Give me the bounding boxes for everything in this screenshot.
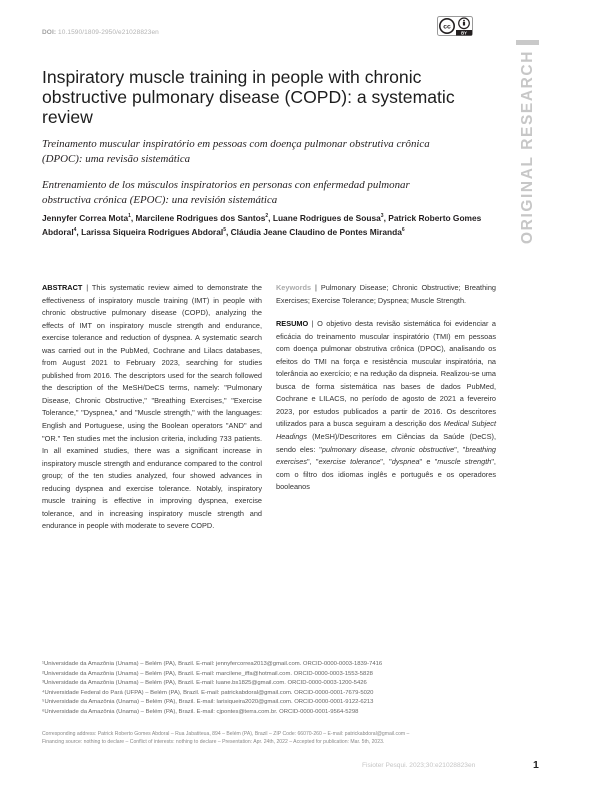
journal-citation: Fisioter Pesqui. 2023;30:e21028823en bbox=[362, 762, 476, 769]
resumo-text-6: " e " bbox=[419, 457, 438, 467]
by-text: BY bbox=[461, 30, 467, 36]
funding-line: Financing source: nothing to declare – Conflict of interests: nothing to declare – Presentation: Apr. 24th, 2022 – Accepted for publication: Mar. 5th, 2023. bbox=[42, 739, 385, 745]
abstract-column bbox=[42, 282, 262, 533]
author-name: Patrick Roberto Gomes Abdoral bbox=[42, 212, 482, 238]
correspondence-info bbox=[42, 730, 512, 746]
right-column bbox=[276, 282, 496, 494]
cc-text: cc bbox=[443, 23, 451, 31]
resumo-italic-2: pulmonary disease, chronic obstructive bbox=[321, 444, 455, 454]
footnote: ⁶Universidade da Amazônia (Unama) – Belém (PA), Brazil. E-mail: cjpontes@terra.com.br. ORCID-0000-0001-9564-5298 bbox=[42, 708, 359, 715]
author-affiliation-marker: 1 bbox=[128, 213, 131, 219]
resumo-italic-4: exercise tolerance bbox=[318, 457, 381, 467]
footnote: ²Universidade da Amazônia (Unama) – Belém (PA), Brazil. E-mail: marcilene_iffa@hotmail.com. ORCID-0000-0003-1553-5828 bbox=[42, 670, 373, 677]
resumo-italic-1: Medical Subject Headings bbox=[276, 419, 497, 442]
cc-by-icon[interactable] bbox=[437, 16, 473, 36]
author-affiliation-marker: 4 bbox=[73, 227, 77, 234]
article-title: Inspiratory muscle training in people with chronic obstructive pulmonary disease (COPD): a systematic review bbox=[42, 67, 455, 127]
keywords-divider: | bbox=[311, 283, 321, 292]
resumo-italic-6: muscle strength bbox=[437, 457, 492, 467]
footnote: ⁵Universidade da Amazônia (Unama) – Belém (PA), Brazil. E-mail: larisiqueira2020@gmail.com. ORCID-0000-0001-9122-6213 bbox=[42, 699, 374, 705]
footnote: ¹Universidade da Amazônia (Unama) – Belém (PA), Brazil. E-mail: jennyfercorrea2013@gmail.com. ORCID-0000-0003-1839-7416 bbox=[42, 661, 383, 667]
resumo-text-2: (MeSH)/Descritores em Ciências da Saúde (DeCS), sendo eles: " bbox=[276, 432, 496, 454]
affiliation-footnotes bbox=[42, 660, 512, 717]
doi-prefix: DOI: bbox=[42, 29, 57, 36]
article-title-portuguese: Treinamento muscular inspiratório em pessoas com doença pulmonar obstrutiva crônica (DPOC): uma revisão sistemática bbox=[42, 138, 430, 165]
section-label-rule bbox=[516, 40, 539, 45]
abstract-label: ABSTRACT bbox=[42, 283, 83, 292]
author-name: Marcilene Rodrigues dos Santos bbox=[135, 212, 266, 223]
author-affiliation-marker: 6 bbox=[401, 227, 405, 234]
resumo-text-4: ", " bbox=[307, 457, 319, 467]
author-affiliation-marker: 3 bbox=[380, 213, 384, 219]
author-name: Larissa Siqueira Rodrigues Abdoral bbox=[81, 227, 224, 238]
resumo-text-3: ", " bbox=[454, 444, 466, 454]
abstract-text: This systematic review aimed to demonstrate the effectiveness of inspiratory muscle training (IMT) in people with chronic obstructive pulmonary disease (COPD), analyzing the effects of IMT on inspiratory muscle strength and endurance, exercise tolerance and reduction of dyspnea. A systematic search was carried out in the PubMed, Cochrane and Lilacs databases, from August 2021 to February 2023, searching for studies published from 2016. The descriptors used for the search followed the description of the MeSH/DeCS terms, namely: "Pulmonary Disease, Chronic Obstructive," "Breathing Exercises," "Exercise Tolerance," "Dyspnea," and "Muscle strength," with the languages: English and Portuguese, using the Boolean operators "AND" and "OR." Ten studies met the inclusion criteria, including 733 patients. In all examined studies, there was a significant increase in inspiratory muscle strength and endurance compared to the control group; of the ten studies analyzed, four showed advances in reducing dyspnea and exercise tolerance. Notably, inspiratory muscle training is effective in improving dyspnea, exercise tolerance, and in increasing inspiratory muscle strength and endurance in people with moderate to severe COPD. bbox=[42, 283, 262, 531]
resumo-text-1: O objetivo desta revisão sistemática foi evidenciar a eficácia do treinamento muscular inspiratório (TMI) em pessoas com doença pulmonar obstrutiva crônica (DPOC), analisando os efeitos do TMI na força e resistência muscular inspiratória, na tolerância ao exercício; e na redução da dispneia. Realizou-se uma busca de forma sistemática nas bases de dados PubMed, Cochrane e LILACS, no período de agosto de 2021 a fevereiro 2023, por estudos publicados a partir de 2016. Os descritores utilizados para a busca seguiram a descrição dos bbox=[276, 319, 496, 429]
resumo-label: RESUMO bbox=[276, 319, 309, 329]
author-name: Cláudia Jeane Claudino de Pontes Miranda bbox=[230, 227, 402, 238]
resumo-italic-3: breathing exercises bbox=[276, 444, 497, 467]
doi-line bbox=[42, 29, 159, 36]
keywords bbox=[276, 282, 496, 307]
doi-value: 10.1590/1809-2950/e21028823en bbox=[56, 29, 159, 36]
resumo bbox=[276, 318, 496, 494]
resumo-divider: | bbox=[308, 319, 318, 329]
article-title-spanish: Entrenamiento de los músculos inspiratorios en personas con enfermedad pulmonar obstructiva crónica (EPOC): una revisión sistemática bbox=[42, 179, 410, 206]
author-affiliation-marker: 5 bbox=[223, 227, 226, 234]
author-name: Jennyfer Correa Mota bbox=[42, 212, 129, 223]
section-label-text: ORIGINAL RESEARCH bbox=[518, 50, 536, 244]
resumo-text-7: ", com o filtro dos idiomas inglês e português e os operadores booleanos bbox=[276, 457, 496, 492]
keywords-text: Pulmonary Disease; Chronic Obstructive; Breathing Exercises; Exercise Tolerance; Dyspnea; Muscle Strength. bbox=[276, 283, 496, 305]
page-number: 1 bbox=[533, 759, 539, 771]
section-label bbox=[516, 50, 539, 244]
author-list: Jennyfer Correa Mota$^1$, Marcilene Rodrigues dos Santos$^2$, Luane Rodrigues de Sousa$^3$, Patrick Roberto Gomes Abdoral$^4$, Larissa Siqueira Rodrigues Abdoral$^5$, Cláudia Jeane Claudino de Pontes Miranda$^6$ bbox=[42, 212, 482, 238]
resumo-text-5: ", " bbox=[380, 457, 392, 467]
keywords-label: Keywords bbox=[276, 283, 312, 292]
footnote: ³Universidade da Amazônia (Unama) – Belém (PA), Brazil. E-mail: luane.bs1825@gmail.com. ORCID-0000-0003-1200-5426 bbox=[42, 680, 367, 686]
resumo-italic-5: dyspnea bbox=[391, 457, 420, 467]
footnote: ⁴Universidade Federal do Pará (UFPA) – Belém (PA), Brazil. E-mail: patrickabdoral@gmail.com. ORCID-0000-0001-7679-5020 bbox=[42, 689, 374, 696]
correspondence-line: Corresponding address: Patrick Roberto Gomes Abdoral – Rua Jabatiteua, 894 – Belém (PA), Brazil – ZIP Code: 66070-260 – E-mail: patrickabdoral@gmail.com – bbox=[42, 731, 410, 737]
author-name: Luane Rodrigues de Sousa bbox=[272, 212, 381, 223]
abstract-divider: | bbox=[82, 283, 92, 292]
author-affiliation-marker: 2 bbox=[265, 213, 269, 219]
